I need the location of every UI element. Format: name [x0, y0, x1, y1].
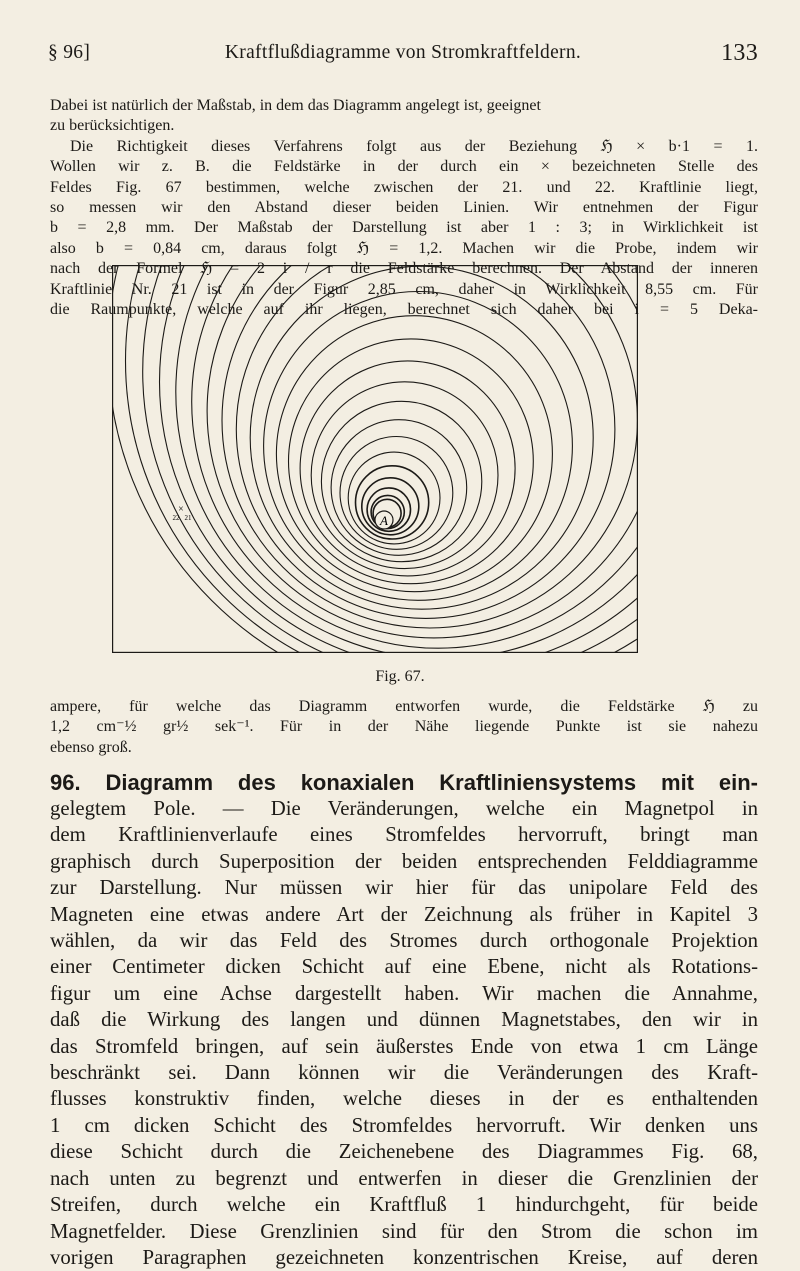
- text-line: Streifen, durch welche ein Kraftfluß 1 hindurchgeht, für beide: [50, 1193, 758, 1217]
- paragraph-mid: [50, 697, 758, 758]
- text-line: beschränkt sei. Dann können wir die Veränderungen des Kraft-: [50, 1061, 758, 1085]
- field-line: [143, 265, 638, 653]
- field-line: [207, 265, 638, 638]
- text-line: ebenso groß.: [50, 738, 132, 756]
- text-line: flusses konstruktiv finden, welche dieses in der es enthaltenden: [50, 1087, 758, 1111]
- field-line: [176, 265, 638, 653]
- text-line: Feldes Fig. 67 bestimmen, welche zwischen der 21. und 22. Kraftlinie liegt,: [50, 178, 758, 196]
- text-line: zu berücksichtigen.: [50, 117, 175, 135]
- text-line: nach der Formel ℌ = 2 i / r die Feldstärke berechnen. Der Abstand der inneren: [50, 260, 758, 278]
- text-line: b = 2,8 mm. Der Maßstab der Darstellung ist aber 1 : 3; in Wirklichkeit ist: [50, 219, 758, 237]
- field-lines: [112, 265, 638, 653]
- field-line-svg: [112, 265, 638, 653]
- text-line: diese Schicht durch die Zeichenebene des Diagrammes Fig. 68,: [50, 1140, 758, 1164]
- text-line: vorigen Paragraphen gezeichneten konzentrischen Kreise, auf deren: [50, 1245, 758, 1269]
- field-line: [112, 265, 638, 653]
- label-cross-marker: ×: [178, 504, 184, 515]
- label-line-22: 22: [172, 514, 180, 522]
- field-line: [331, 420, 467, 556]
- figure-67-diagram: [112, 265, 638, 653]
- text-line: das Stromfeld bringen, auf sein äußerstes Ende von etwa 1 cm Länge: [50, 1034, 758, 1058]
- text-line: 1 cm dicken Schicht des Stromfeldes hervorruft. Wir denken uns: [50, 1113, 758, 1137]
- field-line: [311, 382, 498, 569]
- section-96-heading: [50, 770, 758, 796]
- text-line: so messen wir den Abstand dieser beiden Linien. Wir entnehmen der Figur: [50, 199, 758, 217]
- field-line: [236, 265, 615, 618]
- text-line: figur um eine Achse dargestellt haben. Wir machen die Annahme,: [50, 981, 758, 1005]
- text-line: Wollen wir z. B. die Feldstärke in der durch ein × bezeichneten Stelle des: [50, 158, 758, 176]
- section-96-body: [50, 796, 758, 1271]
- text-line: Magnetfelder. Diese Grenzlinien sind für den Strom die schon im: [50, 1219, 758, 1243]
- section-heading-text: 96. Diagramm des konaxialen Kraftliniensystems mit ein-: [50, 770, 758, 795]
- label-line-21: 21: [184, 514, 192, 522]
- text-line: Die Richtigkeit dieses Verfahrens folgt aus der Beziehung ℌ × b·1 = 1.: [70, 137, 758, 155]
- text-line: Dabei ist natürlich der Maßstab, in dem das Diagramm angelegt ist, geeignet: [50, 97, 541, 114]
- text-line: daß die Wirkung des langen und dünnen Magnetstabes, den wir in: [50, 1008, 758, 1032]
- chapter-title: Kraftflußdiagramme von Stromkraftfeldern.: [224, 42, 582, 63]
- text-line: wählen, da wir das Feld des Stromes durch orthogonale Projektion: [50, 929, 758, 953]
- text-line: 1,2 cm⁻½ gr½ sek⁻¹. Für in der Nähe liegende Punkte ist sie nahezu: [50, 718, 758, 736]
- section-reference: § 96]: [48, 42, 91, 63]
- text-line: dem Kraftlinienverlaufe eines Stromfeldes hervorruft, bringt man: [50, 823, 758, 847]
- text-line: einer Centimeter dicken Schicht auf eine Ebene, nicht als Rotations-: [50, 955, 758, 979]
- field-line: [250, 266, 593, 609]
- field-line: [264, 292, 573, 601]
- text-line: Kraftlinie Nr. 21 ist in der Figur 2,85 cm, daher in Wirklichkeit 8,55 cm. Für: [50, 280, 758, 298]
- running-head: [48, 40, 758, 70]
- text-line: die Raumpunkte, welche auf ihr liegen, berechnet sich daher bei i = 5 Deka-: [50, 301, 758, 319]
- text-line: also b = 0,84 cm, daraus folgt ℌ = 1,2. Machen wir die Probe, indem wir: [50, 239, 758, 257]
- label-a: A: [380, 513, 388, 528]
- text-line: gelegtem Pole. — Die Veränderungen, welche ein Magnetpol in: [50, 797, 758, 820]
- text-line: nach unten zu begrenzt und entwerfen in dieser die Grenzlinien der: [50, 1166, 758, 1190]
- text-line: zur Darstellung. Nur müssen wir hier für das unipolare Feld des: [50, 876, 758, 900]
- page-number: 133: [721, 40, 758, 66]
- field-line: [276, 316, 552, 592]
- figure-caption: Fig. 67.: [375, 668, 425, 685]
- field-line: [126, 265, 639, 653]
- text-line: ampere, für welche das Diagramm entworfen wurde, die Feldstärke ℌ zu: [50, 698, 758, 715]
- text-line: graphisch durch Superposition der beiden entsprechenden Felddiagramme: [50, 849, 758, 873]
- text-line: Magneten eine etwas andere Art der Zeichnung als früher in Kapitel 3: [50, 902, 758, 926]
